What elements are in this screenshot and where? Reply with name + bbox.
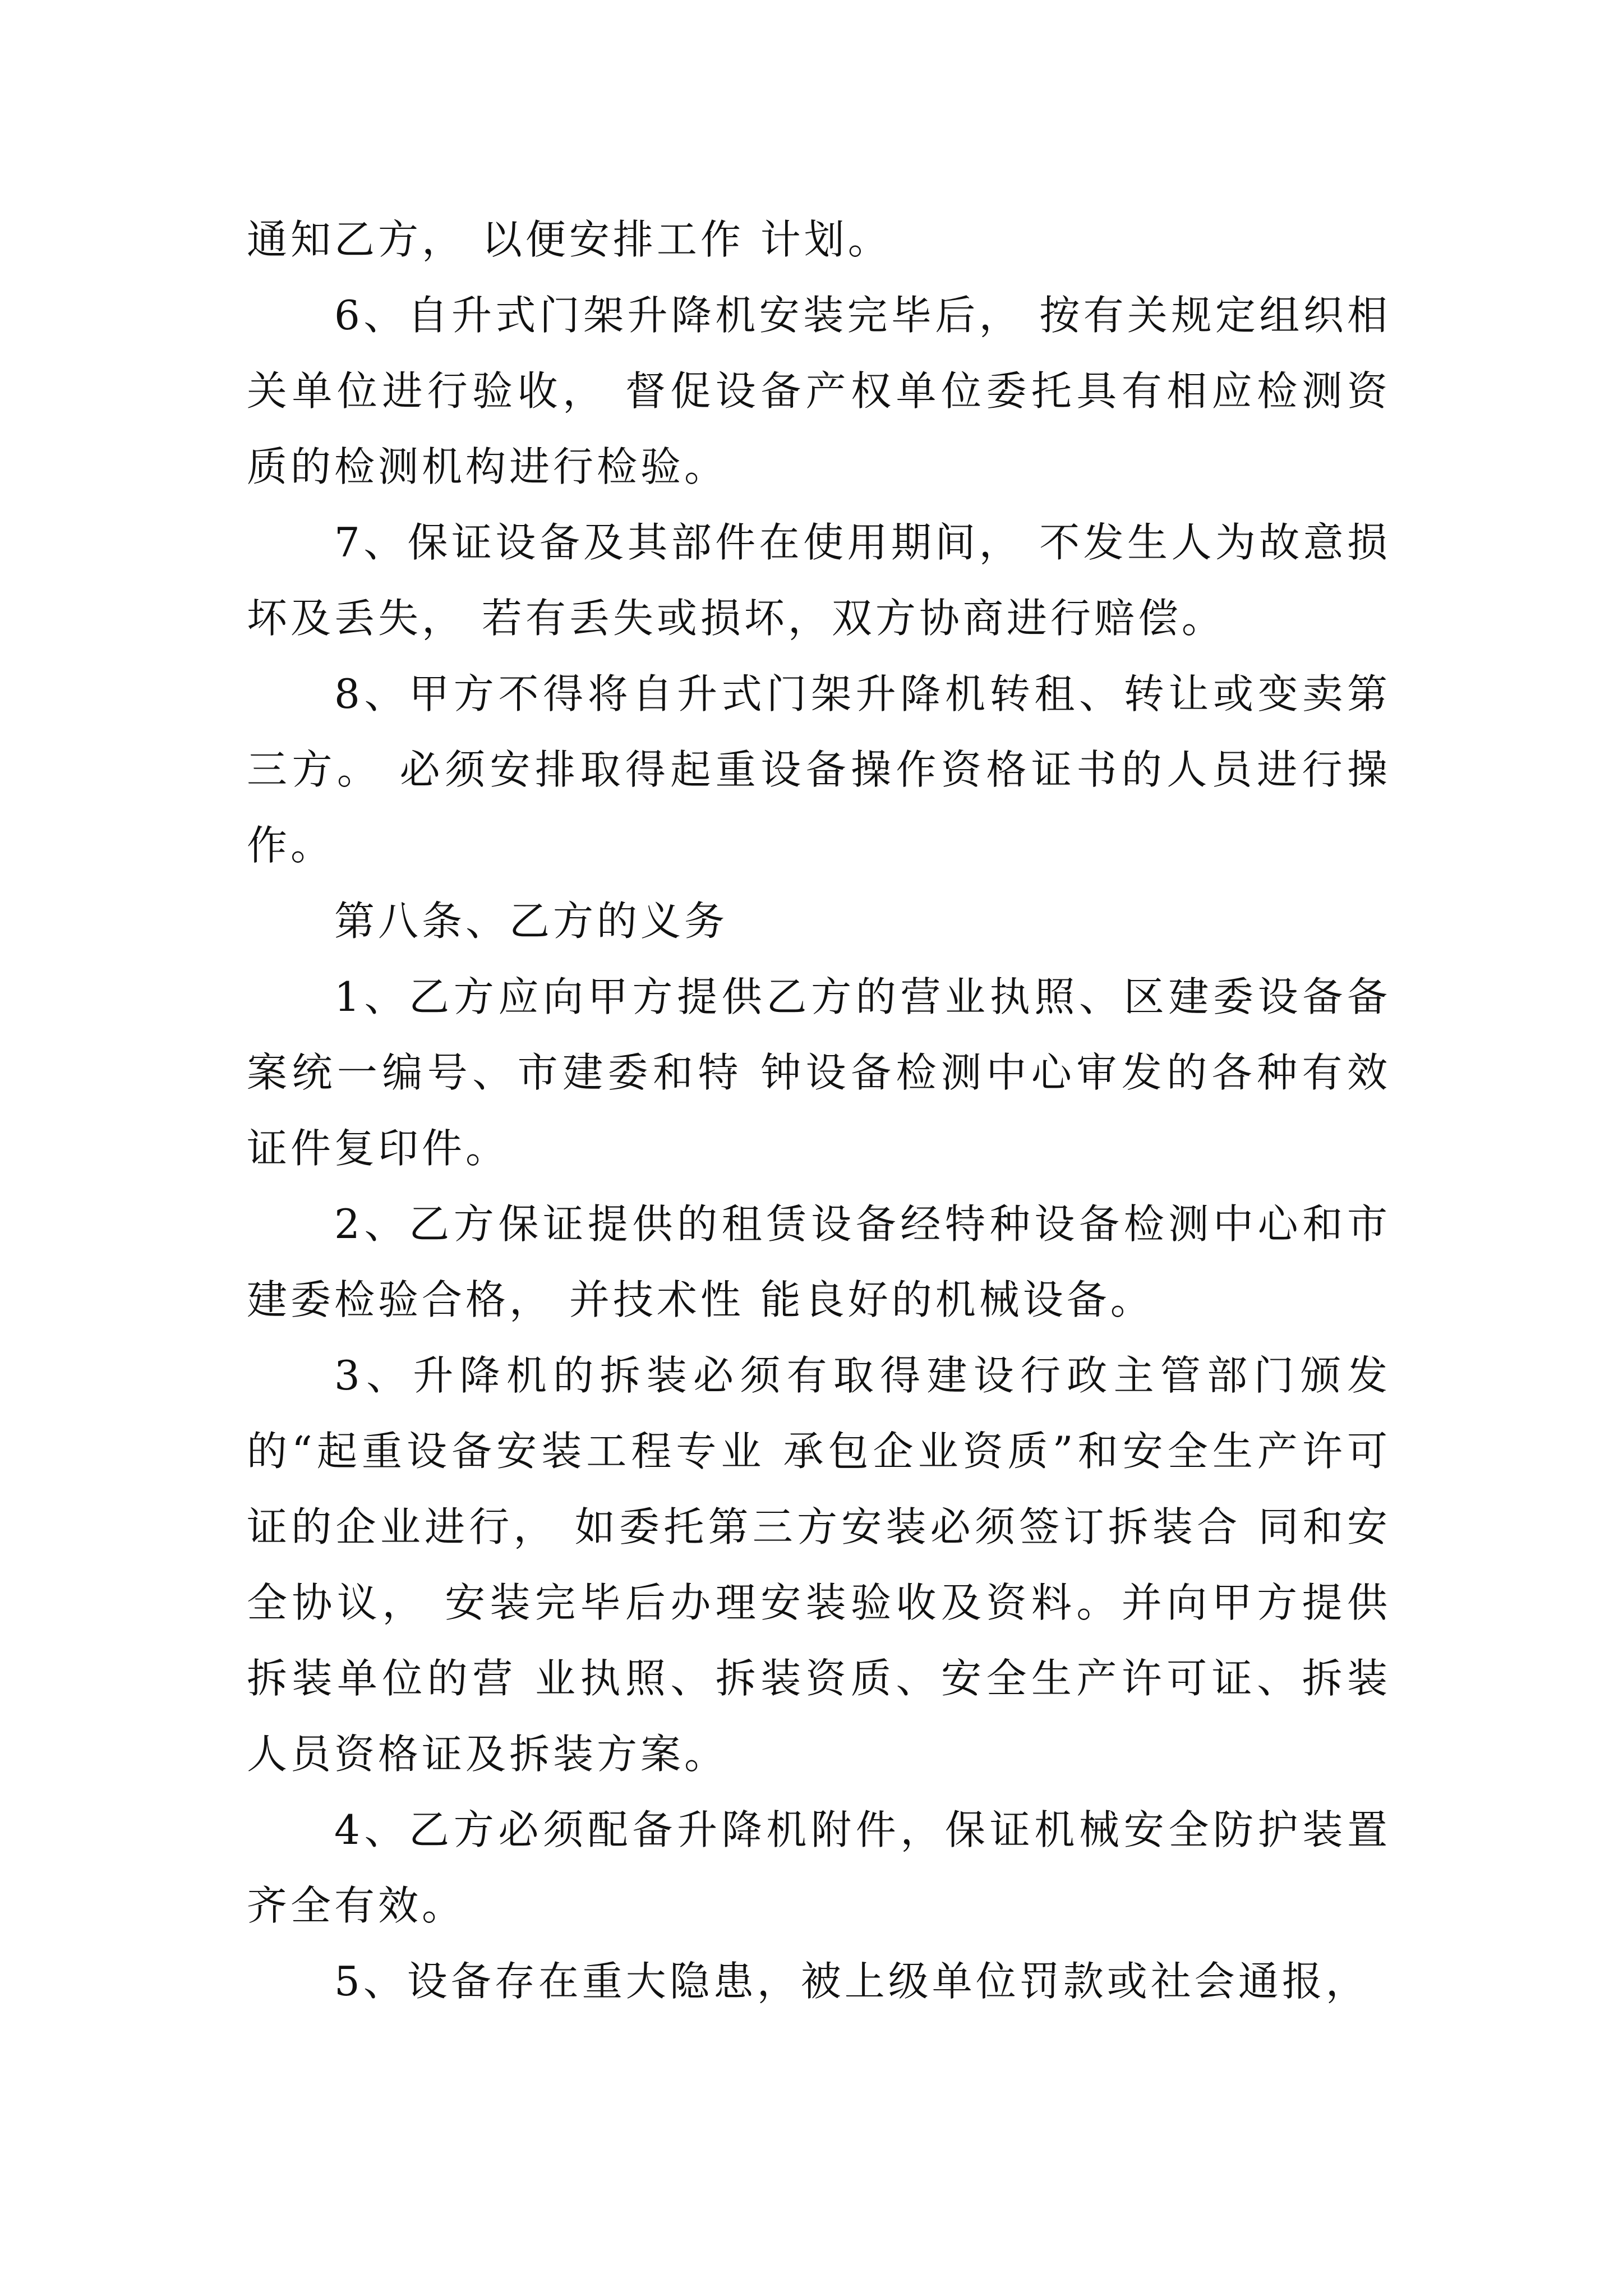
document-body [247,202,1391,2019]
paragraph-item-7: 7、保证设备及其部件在使用期间， 不发生人为故意损坏及丢失， 若有丢失或损坏，双方协商进行赔偿。 [247,519,1391,642]
paragraph-item-2: 2、乙方保证提供的租赁设备经特种设备检测中心和市建委检验合格， 并技术性 能良好的机械设备。 [247,1200,1391,1323]
paragraph-item-4: 4、乙方必须配备升降机附件，保证机械安全防护装置齐全有效。 [247,1806,1391,1929]
paragraph-item-5: 5、设备存在重大隐患，被上级单位罚款或社会通报， [334,1958,1370,2005]
paragraph-item-3: 3、升降机的拆装必须有取得建设行政主管部门颁发的“起重设备安装工程专业 承包企业资质”和安全生产许可证的企业进行， 如委托第三方安装必须签订拆装合 同和安全协议， 安装完毕后办理安装验收及资料。并向甲方提供拆装单位的营 业执照、拆装资质、安全生产许可证、拆装人员资格证及拆装方案。 [247,1352,1391,1778]
paragraph-item-8: 8、甲方不得将自升式门架升降机转租、转让或变卖第三方。 必须安排取得起重设备操作资格证书的人员进行操作。 [247,670,1391,869]
paragraph-item-6: 6、自升式门架升降机安装完毕后， 按有关规定组织相关单位进行验收， 督促设备产权单位委托具有相应检测资质的检测机构进行检验。 [247,292,1391,490]
section-heading-article-8: 第八条、乙方的义务 [334,898,728,945]
paragraph-item-1: 1、乙方应向甲方提供乙方的营业执照、区建委设备备案统一编号、市建委和特 钟设备检测中心审发的各种有效证件复印件。 [247,973,1391,1172]
paragraph-continuation: 通知乙方， 以便安排工作 计划。 [247,216,892,263]
